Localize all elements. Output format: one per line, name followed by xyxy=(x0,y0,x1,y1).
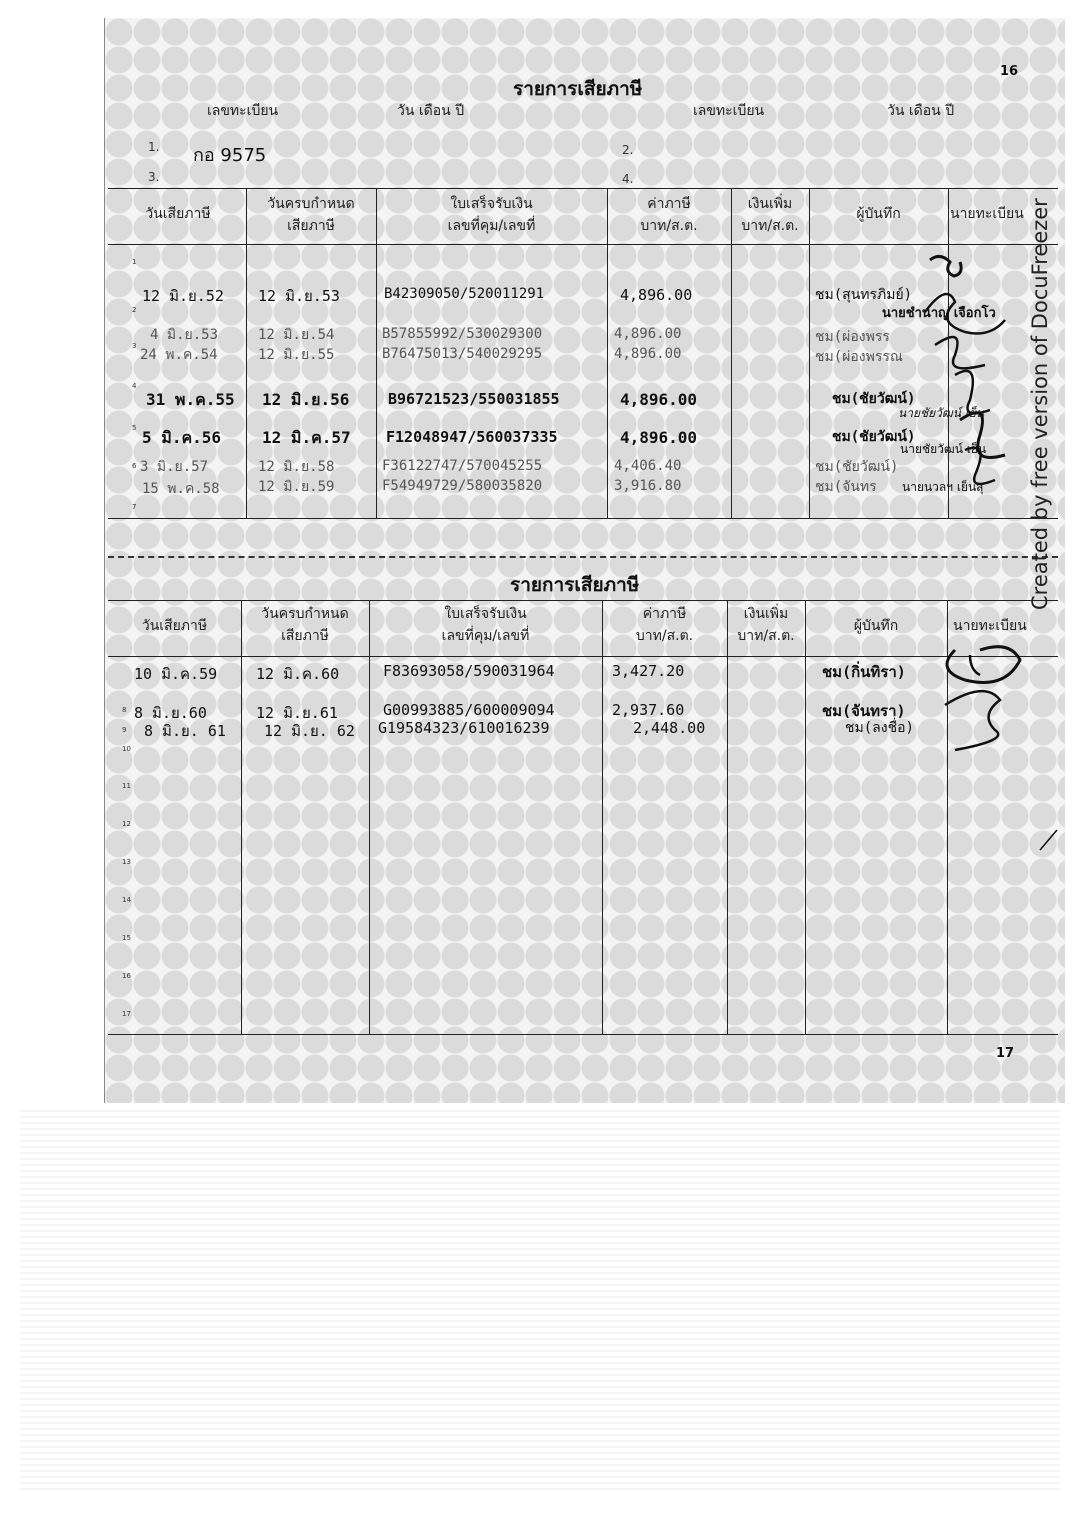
pen-mark xyxy=(1035,825,1060,855)
table2-col-divider xyxy=(727,600,728,1034)
row-number: 12 xyxy=(122,820,131,828)
col-registrar: นายทะเบียน xyxy=(953,618,1027,634)
cell-tax: 2,937.60 xyxy=(612,701,685,719)
col-tax-l2: บาท/ส.ต. xyxy=(640,218,698,234)
col-due-date-l2: เสียภาษี xyxy=(287,218,335,234)
cell-recorder: ชม(สุนทรภิมย์) xyxy=(815,287,913,303)
reg-num-4: 4. xyxy=(622,172,634,186)
col-due-date-l1: วันครบกำหนด xyxy=(267,196,355,212)
cell-tax: 4,406.40 xyxy=(614,458,682,474)
table1-col-divider xyxy=(376,188,377,518)
cell-due-date: 12 มิ.ค.60 xyxy=(256,665,340,683)
cell-receipt: B42309050/520011291 xyxy=(384,286,545,302)
cell-recorder: ชม(จันทร xyxy=(815,479,877,495)
col-tax-l1: ค่าภาษี xyxy=(642,606,687,622)
cell-receipt: B57855992/530029300 xyxy=(382,326,543,342)
cell-due-date: 12 มิ.ย.58 xyxy=(258,459,335,475)
cell-paid-date: 15 พ.ค.58 xyxy=(142,481,220,497)
reg-num-2: 2. xyxy=(622,143,634,157)
row-number: 1 xyxy=(132,258,137,266)
col-due-date-l1: วันครบกำหนด xyxy=(261,606,349,622)
row-number: 2 xyxy=(132,306,137,314)
cell-recorder: ชม(ชัยวัฒน์) xyxy=(832,429,916,445)
row-number: 15 xyxy=(122,934,131,942)
cell-tax: 3,427.20 xyxy=(612,662,685,680)
reg-label-right: เลขทะเบียน xyxy=(693,103,765,119)
cell-receipt: B76475013/540029295 xyxy=(382,346,543,362)
cell-paid-date: 4 มิ.ย.53 xyxy=(150,327,219,343)
cell-paid-date: 8 มิ.ย. 61 xyxy=(144,722,226,740)
handwritten-signatures xyxy=(915,630,1045,770)
col-recorder: ผู้บันทึก xyxy=(853,618,899,634)
table2-top-rule xyxy=(108,600,1058,601)
cell-tax: 2,448.00 xyxy=(633,719,706,737)
row-number: 16 xyxy=(122,972,131,980)
cell-recorder: ชม(ผ่องพรร xyxy=(815,329,890,345)
col-surcharge-l1: เงินเพิ่ม xyxy=(747,196,793,212)
cell-recorder: ชม(ผ่องพรรณ xyxy=(815,349,903,365)
cell-tax: 4,896.00 xyxy=(614,326,682,342)
col-paid-date: วันเสียภาษี xyxy=(145,206,211,222)
docufreezer-watermark: Created by free version of DocuFreezer xyxy=(1028,198,1052,610)
date-label-right: วัน เดือน ปี xyxy=(887,103,955,119)
cell-receipt: F12048947/560037335 xyxy=(386,428,558,446)
section-separator xyxy=(108,556,1058,558)
row-number: 14 xyxy=(122,896,131,904)
col-tax-l1: ค่าภาษี xyxy=(647,196,691,212)
section1-title: รายการเสียภาษี xyxy=(513,78,643,100)
cell-paid-date: 5 มิ.ค.56 xyxy=(142,428,222,447)
row-number: 4 xyxy=(132,382,137,390)
col-receipt-l1: ใบเสร็จรับเงิน xyxy=(450,196,533,212)
cell-registrar: นายชัยวัฒน์ เย็น xyxy=(898,406,985,420)
col-paid-date: วันเสียภาษี xyxy=(141,618,208,634)
col-receipt-l2: เลขที่คุม/เลขที่ xyxy=(447,218,536,234)
table2-bottom-rule xyxy=(108,1034,1058,1035)
cell-recorder: ชม(กิ่นทิรา) xyxy=(822,663,906,681)
reg-value-1: กอ 9575 xyxy=(193,145,267,166)
row-number: 3 xyxy=(132,342,137,350)
date-label-left: วัน เดือน ปี xyxy=(397,103,465,119)
row-number: 10 xyxy=(122,745,131,753)
cell-tax: 4,896.00 xyxy=(620,286,693,304)
cell-paid-date: 12 มิ.ย.52 xyxy=(142,287,224,305)
cell-paid-date: 8 มิ.ย.60 xyxy=(134,704,207,722)
cell-receipt: G00993885/600009094 xyxy=(383,701,555,719)
cell-recorder: ชม(ลงชื่อ) xyxy=(845,720,914,736)
table2-col-divider xyxy=(369,600,370,1034)
reg-num-3: 3. xyxy=(148,170,160,184)
table2-col-divider xyxy=(241,600,242,1034)
row-number: 7 xyxy=(132,503,137,511)
cell-recorder: ชม(ชัยวัฒน์) xyxy=(832,391,916,407)
table1-header-rule xyxy=(108,244,1058,245)
cell-tax: 3,916.80 xyxy=(614,478,682,494)
table1-col-divider xyxy=(809,188,810,518)
col-registrar: นายทะเบียน xyxy=(950,206,1024,222)
col-receipt-l2: เลขที่คุม/เลขที่ xyxy=(441,628,530,644)
cell-receipt: B96721523/550031855 xyxy=(388,390,560,408)
col-surcharge-l1: เงินเพิ่ม xyxy=(743,606,789,622)
row-number: 13 xyxy=(122,858,131,866)
cell-tax: 4,896.00 xyxy=(614,346,682,362)
table1-col-divider xyxy=(246,188,247,518)
row-number: 8 xyxy=(122,706,127,714)
reg-label-left: เลขทะเบียน xyxy=(207,103,279,119)
row-number: 17 xyxy=(122,1010,131,1018)
section2-title: รายการเสียภาษี xyxy=(510,574,640,596)
cell-receipt: F36122747/570045255 xyxy=(382,458,543,474)
cell-recorder: ชม(ชัยวัฒน์) xyxy=(815,459,899,475)
table1-col-divider xyxy=(607,188,608,518)
row-number: 9 xyxy=(122,726,127,734)
cell-due-date: 12 มิ.ย.54 xyxy=(258,327,335,343)
scan-shadow xyxy=(20,1110,1060,1490)
row-number: 11 xyxy=(122,782,131,790)
cell-due-date: 12 มิ.ย.55 xyxy=(258,347,335,363)
table2-col-divider xyxy=(805,600,806,1034)
col-recorder: ผู้บันทึก xyxy=(856,206,901,222)
cell-registrar: นายชัยวัฒน์ เย็น xyxy=(900,442,987,456)
table1-col-divider xyxy=(731,188,732,518)
table1-top-rule xyxy=(108,188,1058,189)
cell-paid-date: 24 พ.ค.54 xyxy=(140,347,218,363)
col-receipt-l1: ใบเสร็จรับเงิน xyxy=(444,606,527,622)
col-tax-l2: บาท/ส.ต. xyxy=(635,628,694,644)
tax-record-sheet xyxy=(104,18,1065,1103)
cell-receipt: F83693058/590031964 xyxy=(383,662,555,680)
cell-receipt: F54949729/580035820 xyxy=(382,478,543,494)
table1-bottom-rule xyxy=(108,518,1058,519)
cell-due-date: 12 มิ.ย.59 xyxy=(258,479,335,495)
cell-due-date: 12 มิ.ค.57 xyxy=(262,428,351,447)
cell-registrar: นายชำนาญ เจือกโว xyxy=(882,306,996,321)
cell-receipt: G19584323/610016239 xyxy=(378,719,550,737)
page-number-bottom: 17 xyxy=(996,1046,1015,1061)
cell-due-date: 12 มิ.ย.61 xyxy=(256,704,338,722)
cell-paid-date: 3 มิ.ย.57 xyxy=(140,459,209,475)
page-number-top: 16 xyxy=(1000,64,1019,79)
cell-tax: 4,896.00 xyxy=(620,390,698,409)
cell-paid-date: 31 พ.ค.55 xyxy=(146,390,235,409)
reg-num-1: 1. xyxy=(148,140,160,154)
cell-due-date: 12 มิ.ย.56 xyxy=(262,390,350,409)
table2-col-divider xyxy=(602,600,603,1034)
row-number: 6 xyxy=(132,462,137,470)
col-surcharge-l2: บาท/ส.ต. xyxy=(737,628,795,644)
cell-paid-date: 10 มิ.ค.59 xyxy=(134,665,218,683)
cell-recorder: ชม(จันทรา) xyxy=(822,702,906,720)
col-surcharge-l2: บาท/ส.ต. xyxy=(741,218,799,234)
cell-registrar: นายนวลฯ เย็นสุ xyxy=(902,480,984,494)
handwritten-signatures xyxy=(905,250,1045,510)
cell-due-date: 12 มิ.ย.53 xyxy=(258,287,340,305)
row-number: 5 xyxy=(132,424,137,432)
cell-due-date: 12 มิ.ย. 62 xyxy=(264,722,355,740)
cell-tax: 4,896.00 xyxy=(620,428,698,447)
col-due-date-l2: เสียภาษี xyxy=(281,628,329,644)
